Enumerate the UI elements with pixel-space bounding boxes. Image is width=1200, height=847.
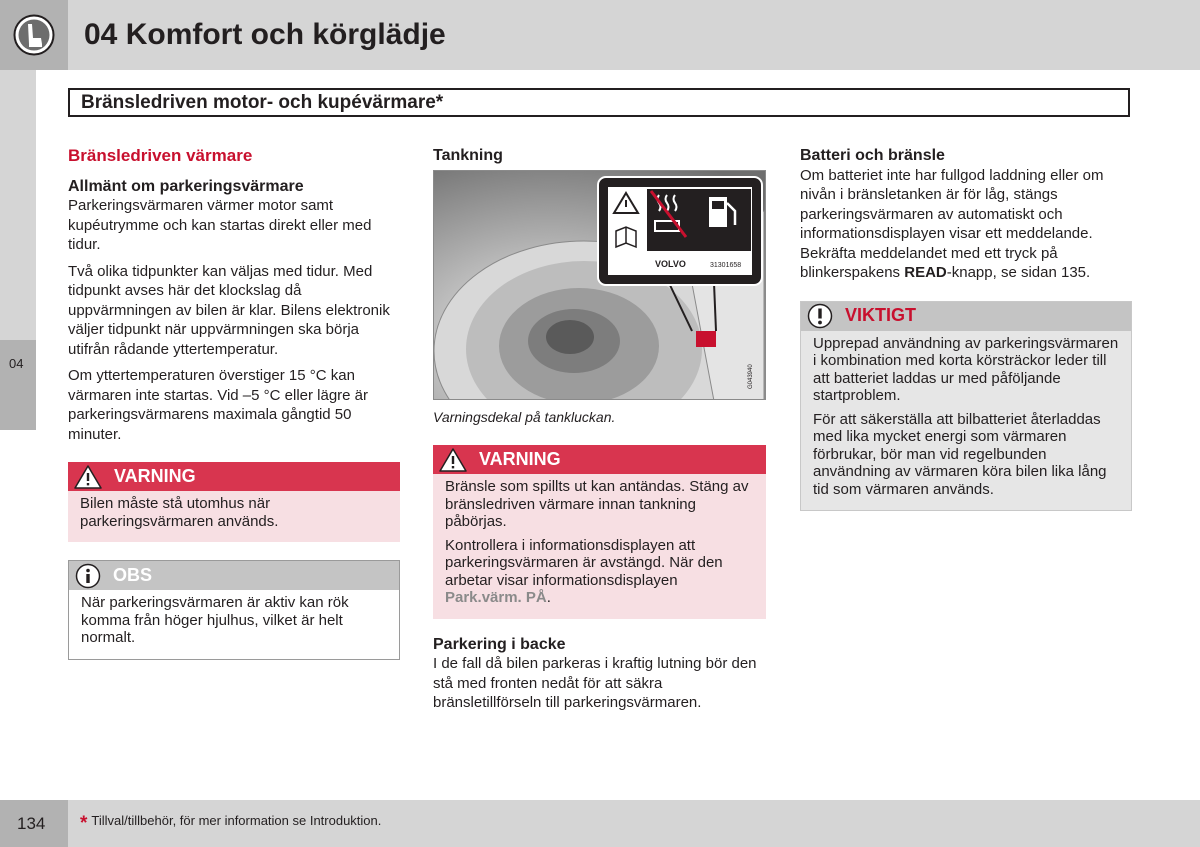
important-label: VIKTIGT xyxy=(845,305,916,326)
important-body xyxy=(801,331,1131,511)
important-box xyxy=(800,301,1132,512)
heading-refuelling: Tankning xyxy=(433,147,503,164)
warning-header xyxy=(68,462,400,491)
warning-text-part: Kontrollera i informationsdisplayen att parkeringsvärmaren är avstängd. När den arbetar visar informationsdisplayen xyxy=(445,536,723,589)
important-text: Upprepad användning av parkeringsvärmaren i kombination med korta körsträckor leder till att batteriet laddas ur med påföljande startproblem. xyxy=(813,334,1119,404)
important-header xyxy=(801,302,1131,331)
warning-label: VARNING xyxy=(479,448,561,469)
warning-icon xyxy=(439,448,467,472)
heading-fuel-heater: Bränsledriven värmare xyxy=(68,146,253,165)
volvo-brand: VOLVO xyxy=(655,258,686,269)
read-button-name: READ xyxy=(904,264,947,281)
paragraph: Om yttertemperaturen överstiger 15 °C kan värmaren inte startas. Vid –5 °C eller lägre är parkeringsvärmarens maximala gångtid 50 minuter. xyxy=(68,367,369,443)
paragraph: I de fall då bilen parkeras i kraftig lutning bör den stå med fronten nedåt för att säkra bränsletillförseln till parkeringsvärmaren. xyxy=(433,655,757,711)
column-1 xyxy=(68,146,400,670)
seat-icon xyxy=(13,14,55,56)
image-caption: Varningsdekal på tankluckan. xyxy=(433,408,616,425)
note-label: OBS xyxy=(113,564,153,585)
important-text-2: För att säkerställa att bilbatteriet återladdas med lika mycket energi som värmaren förbrukar, bör man vid regelbunden användning av värmaren köra bilen lika lång tid som värmaren används. xyxy=(813,410,1107,498)
exclamation-icon xyxy=(807,303,833,329)
footer-note xyxy=(80,813,381,835)
warning-text-2 xyxy=(445,537,754,607)
note-box xyxy=(68,560,400,660)
fuel-flap-photo xyxy=(433,170,766,400)
display-message: Park.värm. PÅ xyxy=(445,589,547,606)
paragraph: Två olika tidpunkter kan väljas med tidur. Med tidpunkt avses här det klockslag då uppvärmningen av bilen är klar. Bilens elektronik väljer tidpunkt när uppvärmningen ska börja utifrån rådande yttertemperatur. xyxy=(68,262,390,358)
column-2 xyxy=(433,146,766,720)
note-text: När parkeringsvärmaren är aktiv kan rök komma från höger hjulhus, vilket är helt normalt. xyxy=(81,594,349,646)
paragraph-part: Om batteriet inte har fullgod laddning eller om nivån i bränsletanken är för låg, stängs parkeringsvärmaren av automatiskt och informationsdisplayen visar ett meddelande. Bekräfta meddelandet med ett tryck på blinkerspakens xyxy=(800,166,1104,281)
heading-parking-slope: Parkering i backe xyxy=(433,635,566,653)
warning-body xyxy=(433,474,766,619)
warning-icon xyxy=(74,465,102,489)
warning-text: Bränsle som spillts ut kan antändas. Stäng av bränsledriven värmare innan tankning påbörjas. xyxy=(445,478,749,530)
footer-note-text: Tillval/tillbehör, för mer information se Introduktion. xyxy=(91,813,382,828)
warning-body xyxy=(68,491,400,542)
image-code: G043940 xyxy=(748,363,754,389)
warning-label: VARNING xyxy=(114,465,196,486)
chapter-title: 04 Komfort och körglädje xyxy=(84,18,446,51)
warning-header xyxy=(433,445,766,474)
label-code: 31301658 xyxy=(710,261,742,269)
warning-box xyxy=(68,462,400,542)
warning-text: Bilen måste stå utomhus när parkeringsvärmaren används. xyxy=(80,495,279,530)
subheading-general: Allmänt om parkeringsvärmare xyxy=(68,177,304,195)
paragraph-end: -knapp, se sidan 135. xyxy=(946,264,1091,281)
column-3 xyxy=(800,146,1132,521)
side-tab xyxy=(0,340,36,430)
info-icon xyxy=(75,563,101,589)
warning-text-end: . xyxy=(546,589,551,606)
asterisk: * xyxy=(80,813,88,834)
paragraph: Parkeringsvärmaren värmer motor samt kupéutrymme och kan startas direkt eller med tidur. xyxy=(68,197,372,253)
warning-box-refuel xyxy=(433,445,766,619)
paragraph xyxy=(800,166,1132,283)
side-tab-label: 04 xyxy=(9,356,24,371)
note-body xyxy=(69,590,399,659)
heading-battery-fuel: Batteri och bränsle xyxy=(800,147,945,164)
section-title: Bränsledriven motor- och kupévärmare* xyxy=(81,92,444,113)
page-number: 134 xyxy=(17,814,46,833)
note-header xyxy=(69,561,399,590)
